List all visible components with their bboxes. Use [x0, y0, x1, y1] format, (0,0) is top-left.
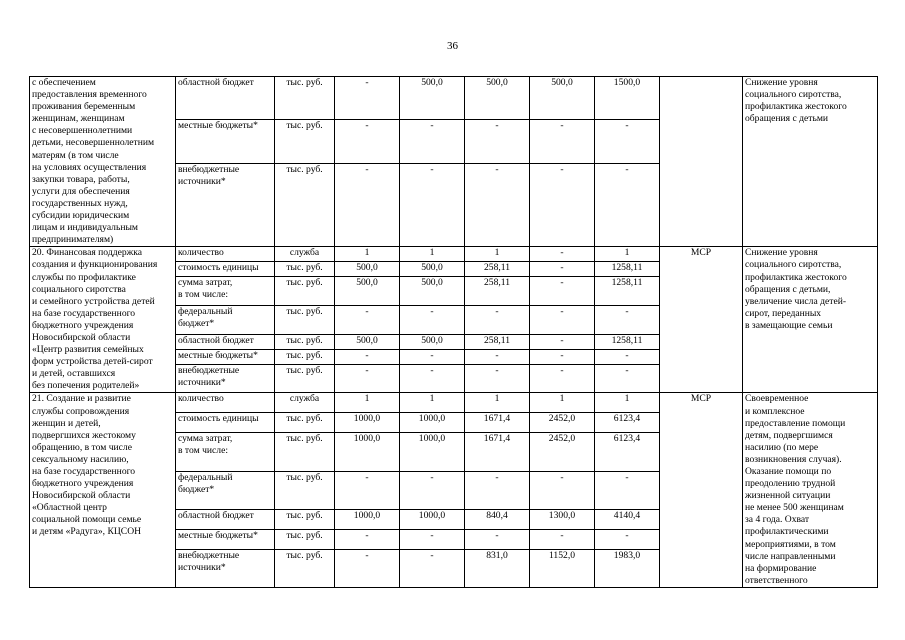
executor-cell: МСР [660, 247, 743, 393]
value-cell: 1300,0 [530, 509, 595, 529]
value-cell: 1983,0 [595, 549, 660, 587]
value-cell: - [335, 364, 400, 393]
indicator-cell [176, 509, 275, 529]
value-cell: 500,0 [335, 334, 400, 349]
description-line: детьми, несовершеннолетним [32, 137, 155, 149]
description-line: социального сиротства [32, 283, 126, 295]
unit-cell: тыс. руб. [275, 529, 335, 549]
value-cell: 258,11 [465, 277, 530, 306]
description-line: закупки товара, работы, [32, 173, 130, 185]
indicator-cell [176, 247, 275, 262]
indicator-label: бюджет* [178, 318, 215, 330]
value-cell: 500,0 [530, 77, 595, 120]
description-line: создания и функционирования [32, 259, 158, 271]
result-line: увеличение числа детей- [745, 295, 847, 307]
indicator-label: сумма затрат, [178, 277, 233, 289]
value-cell: - [400, 529, 465, 549]
value-cell: - [335, 120, 400, 163]
value-cell: - [595, 120, 660, 163]
description-line: матерям (в том числе [32, 149, 119, 161]
indicator-cell [176, 393, 275, 413]
indicator-label: федеральный [178, 471, 233, 483]
value-cell: 1152,0 [530, 549, 595, 587]
indicator-label: областной бюджет [178, 77, 254, 88]
indicator-cell [176, 349, 275, 364]
indicator-label: в том числе: [178, 445, 229, 457]
description-line: с несовершеннолетними [32, 125, 133, 137]
unit-cell: служба [275, 247, 335, 262]
indicator-cell [176, 433, 275, 471]
value-cell: - [465, 349, 530, 364]
value-cell: - [595, 471, 660, 509]
result-line: жизненной ситуации [745, 490, 831, 502]
result-line: предоставление помощи [745, 417, 846, 429]
measure-description [30, 77, 176, 247]
value-cell: - [530, 163, 595, 247]
indicator-label: местные бюджеты* [178, 529, 258, 541]
value-cell: 1 [595, 247, 660, 262]
indicator-label: федеральный [178, 305, 233, 317]
value-cell: - [335, 529, 400, 549]
value-cell: - [400, 364, 465, 393]
unit-cell: тыс. руб. [275, 334, 335, 349]
value-cell: - [595, 529, 660, 549]
value-cell: - [400, 471, 465, 509]
description-line: на условиях осуществления [32, 161, 147, 173]
value-cell: 1000,0 [400, 413, 465, 433]
unit-cell: тыс. руб. [275, 120, 335, 163]
indicator-cell [176, 120, 275, 163]
description-line: государственных нужд, [32, 197, 128, 209]
indicator-label: бюджет* [178, 483, 215, 495]
value-cell: 1500,0 [595, 77, 660, 120]
indicator-cell [176, 277, 275, 306]
description-line: на базе государственного [32, 307, 136, 319]
indicator-label: в том числе: [178, 289, 229, 301]
value-cell: 1 [465, 247, 530, 262]
value-cell: - [530, 529, 595, 549]
result-line: Своевременное [745, 393, 809, 405]
value-cell: 840,4 [465, 509, 530, 529]
measure-description [30, 247, 176, 393]
value-cell: - [400, 305, 465, 334]
value-cell: - [530, 471, 595, 509]
description-line: с обеспечением [32, 77, 96, 88]
indicator-label: количество [178, 247, 224, 259]
value-cell: 1258,11 [595, 277, 660, 306]
value-cell: - [465, 305, 530, 334]
indicator-cell [176, 262, 275, 277]
description-line: без попечения родителей» [32, 380, 140, 392]
description-line: субсидии юридическим [32, 210, 130, 222]
value-cell: - [465, 471, 530, 509]
result-line: детям, подвергшимся [745, 429, 833, 441]
description-line: сексуальному насилию, [32, 453, 129, 465]
indicator-label: источники* [178, 175, 226, 187]
result-line: и комплексное [745, 405, 805, 417]
indicator-label: стоимость единицы [178, 262, 259, 274]
value-cell: 500,0 [335, 277, 400, 306]
description-line: «Областной центр [32, 502, 107, 514]
unit-cell: тыс. руб. [275, 509, 335, 529]
description-line: подвергшихся жестокому [32, 429, 136, 441]
value-cell: - [595, 163, 660, 247]
value-cell: - [400, 120, 465, 163]
value-cell: 831,0 [465, 549, 530, 587]
value-cell: - [465, 364, 530, 393]
value-cell: 1 [335, 247, 400, 262]
value-cell: - [595, 364, 660, 393]
value-cell: 2452,0 [530, 413, 595, 433]
executor-cell [660, 77, 743, 247]
description-line: службы сопровождения [32, 405, 130, 417]
page-number: 36 [447, 40, 458, 52]
value-cell: - [335, 305, 400, 334]
value-cell: - [335, 471, 400, 509]
value-cell: 500,0 [400, 77, 465, 120]
result-line: ответственного [745, 574, 808, 586]
unit-cell: тыс. руб. [275, 364, 335, 393]
description-line: проживания беременным [32, 101, 136, 113]
indicator-label: областной бюджет [178, 334, 254, 346]
indicator-cell [176, 77, 275, 120]
indicator-label: внебюджетные [178, 549, 240, 561]
result-line: насилию (по мере [745, 441, 819, 453]
value-cell: 6123,4 [595, 413, 660, 433]
indicator-cell [176, 364, 275, 393]
unit-cell: тыс. руб. [275, 163, 335, 247]
result-line: Снижение уровня [745, 247, 818, 259]
value-cell: 1 [465, 393, 530, 413]
value-cell: 1000,0 [400, 433, 465, 471]
result-line: социального сиротства, [745, 259, 842, 271]
result-line: на формирование [745, 562, 817, 574]
value-cell: 6123,4 [595, 433, 660, 471]
value-cell: - [465, 529, 530, 549]
description-line: и детей, оставшихся [32, 368, 116, 380]
value-cell: 1 [400, 247, 465, 262]
value-cell: 1671,4 [465, 433, 530, 471]
value-cell: 1000,0 [400, 509, 465, 529]
description-line: службы по профилактике [32, 271, 136, 283]
result-line: обращения с детьми, [745, 283, 831, 295]
result-line: мероприятиями, в том [745, 538, 836, 550]
result-line: профилактика жестокого [745, 271, 847, 283]
indicator-cell [176, 549, 275, 587]
value-cell: 1 [335, 393, 400, 413]
indicator-cell [176, 334, 275, 349]
value-cell: 258,11 [465, 262, 530, 277]
value-cell: 1 [530, 393, 595, 413]
indicator-label: источники* [178, 376, 226, 388]
expected-result [743, 247, 878, 393]
description-line: Новосибирской области [32, 331, 131, 343]
description-line: лицам и индивидуальным [32, 222, 138, 234]
measure-description [30, 393, 176, 588]
indicator-cell [176, 529, 275, 549]
value-cell: 500,0 [400, 334, 465, 349]
unit-cell: тыс. руб. [275, 277, 335, 306]
value-cell: 4140,4 [595, 509, 660, 529]
value-cell: - [400, 349, 465, 364]
indicator-label: источники* [178, 561, 226, 573]
value-cell: 1258,11 [595, 262, 660, 277]
description-line: женщинам, женщинам [32, 113, 125, 125]
unit-cell: тыс. руб. [275, 413, 335, 433]
result-line: социального сиротства, [745, 89, 842, 101]
result-line: профилактическими [745, 526, 829, 538]
unit-cell: тыс. руб. [275, 305, 335, 334]
indicator-label: областной бюджет [178, 509, 254, 521]
indicator-label: внебюджетные [178, 163, 240, 175]
value-cell: 500,0 [465, 77, 530, 120]
description-line: бюджетного учреждения [32, 478, 134, 490]
result-line: профилактика жестокого [745, 101, 847, 113]
table-row [30, 77, 878, 120]
value-cell: 500,0 [400, 277, 465, 306]
result-line: Снижение уровня [745, 77, 818, 88]
description-line: Новосибирской области [32, 490, 131, 502]
indicator-label: местные бюджеты* [178, 120, 258, 132]
description-line: форм устройства детей-сирот [32, 356, 153, 368]
indicator-cell [176, 163, 275, 247]
description-line: «Центр развития семейных [32, 344, 144, 356]
executor-cell: МСР [660, 393, 743, 588]
indicator-label: местные бюджеты* [178, 349, 258, 361]
indicator-cell [176, 471, 275, 509]
result-line: сирот, переданных [745, 307, 822, 319]
unit-cell: тыс. руб. [275, 349, 335, 364]
description-line: на базе государственного [32, 466, 136, 477]
unit-cell: тыс. руб. [275, 77, 335, 120]
value-cell: - [465, 120, 530, 163]
value-cell: - [595, 305, 660, 334]
value-cell: 500,0 [335, 262, 400, 277]
indicator-label: стоимость единицы [178, 413, 259, 425]
indicator-label: сумма затрат, [178, 433, 233, 445]
result-line: числе направленными [745, 550, 836, 562]
measures-table [29, 76, 878, 588]
value-cell: - [335, 549, 400, 587]
value-cell: - [530, 349, 595, 364]
description-line: 20. Финансовая поддержка [32, 247, 143, 259]
value-cell: 1258,11 [595, 334, 660, 349]
value-cell: 1000,0 [335, 433, 400, 471]
value-cell: 1 [400, 393, 465, 413]
value-cell: 1 [595, 393, 660, 413]
indicator-label: количество [178, 393, 224, 405]
value-cell: 500,0 [400, 262, 465, 277]
description-line: женщин и детей, [32, 417, 101, 429]
result-line: в замещающие семьи [745, 319, 833, 331]
description-line: предоставления временного [32, 89, 147, 101]
value-cell: 2452,0 [530, 433, 595, 471]
description-line: обращению, в том числе [32, 441, 132, 453]
description-line: социальной помощи семье [32, 514, 142, 526]
expected-result [743, 77, 878, 247]
description-line: и семейного устройства детей [32, 295, 155, 307]
result-line: за 4 года. Охват [745, 514, 810, 526]
result-line: Оказание помощи по [745, 466, 832, 477]
unit-cell: тыс. руб. [275, 262, 335, 277]
description-line: предпринимателям) [32, 234, 114, 246]
indicator-cell [176, 305, 275, 334]
unit-cell: тыс. руб. [275, 471, 335, 509]
value-cell: - [595, 349, 660, 364]
value-cell: - [530, 305, 595, 334]
result-line: возникновения случая). [745, 453, 842, 465]
value-cell: - [335, 163, 400, 247]
table-row [30, 393, 878, 413]
value-cell: - [530, 120, 595, 163]
table-row [30, 247, 878, 262]
result-line: не менее 500 женщинам [745, 502, 844, 514]
indicator-cell [176, 413, 275, 433]
description-line: 21. Создание и развитие [32, 393, 131, 405]
value-cell: - [530, 334, 595, 349]
expected-result [743, 393, 878, 588]
description-line: услуги для обеспечения [32, 185, 130, 197]
value-cell: - [465, 163, 530, 247]
value-cell: - [530, 262, 595, 277]
value-cell: - [530, 247, 595, 262]
value-cell: - [530, 364, 595, 393]
value-cell: 1000,0 [335, 413, 400, 433]
value-cell: - [335, 349, 400, 364]
value-cell: - [400, 163, 465, 247]
value-cell: - [335, 77, 400, 120]
unit-cell: тыс. руб. [275, 433, 335, 471]
unit-cell: тыс. руб. [275, 549, 335, 587]
value-cell: - [530, 277, 595, 306]
value-cell: - [400, 549, 465, 587]
value-cell: 1000,0 [335, 509, 400, 529]
result-line: обращения с детьми [745, 113, 829, 125]
description-line: и детям «Радуга», КЦСОН [32, 526, 142, 538]
value-cell: 1671,4 [465, 413, 530, 433]
unit-cell: служба [275, 393, 335, 413]
result-line: преодолению трудной [745, 478, 836, 490]
indicator-label: внебюджетные [178, 364, 240, 376]
value-cell: 258,11 [465, 334, 530, 349]
description-line: бюджетного учреждения [32, 319, 134, 331]
